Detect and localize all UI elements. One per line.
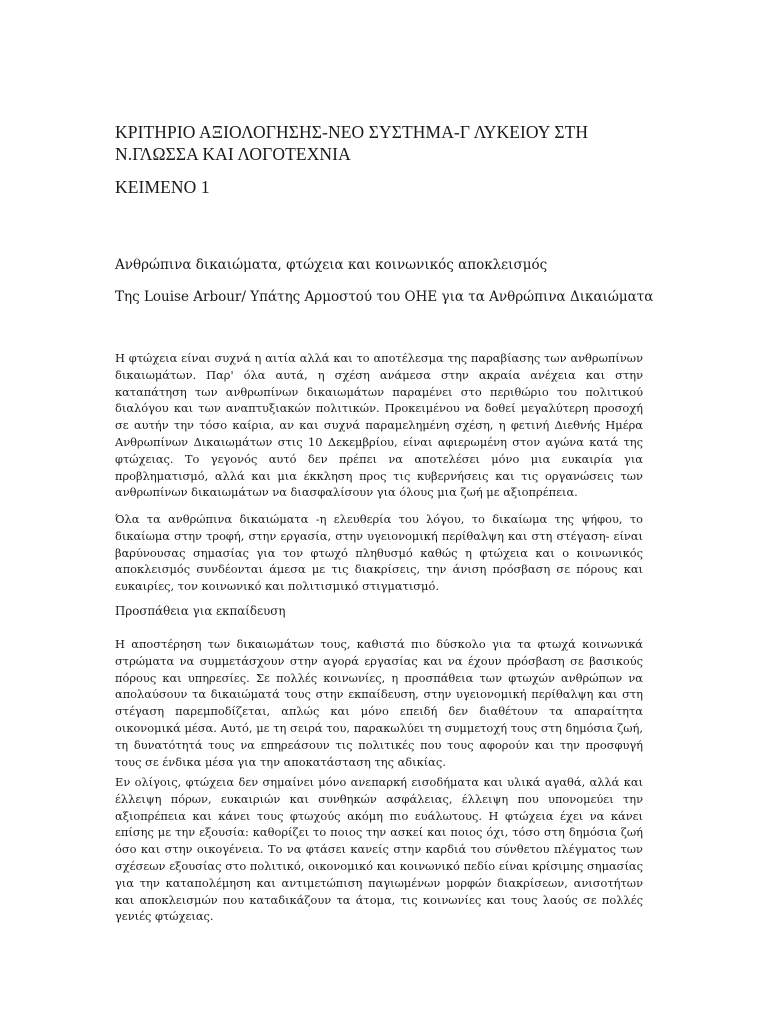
- article-byline: Της Louise Arbour/ Υπάτης Αρμοστού του ΟΗΕ για τα Ανθρώπινα Δικαιώματα: [115, 289, 654, 305]
- article-title: Ανθρώπινα δικαιώματα, φτώχεια και κοινωνικός αποκλεισμός: [115, 257, 548, 273]
- paragraph-3: Η αποστέρηση των δικαιωμάτων τους, καθιστά πιο δύσκολο για τα φτωχά κοινωνικά στρώματα να συμμετάσχουν στην αγορά εργασίας και να έχουν πρόσβαση σε βασικούς πόρους και υπηρεσίες. Σε πολλές κοινωνίες, η προσπάθεια των φτωχών ανθρώπων να απολαύσουν τα δικαιώματά τους στην εκπαίδευση, στην υγειονομική περίθαλψη και στη στέγαση παρεμποδίζεται, απλώς και μόνο επειδή δεν διαθέτουν τα απαραίτητα οικονομικά μέσα. Αυτό, με τη σειρά του, παρακωλύει τη συμμετοχή τους στη δημόσια ζωή, τη δυνατότητά τους να επηρεάσουν τις πολιτικές που τους αφορούν και την προσφυγή τους σε ένδικα μέσα για την αποκατάσταση της αδικίας.: [115, 637, 643, 769]
- paragraph-4: Εν ολίγοις, φτώχεια δεν σημαίνει μόνο ανεπαρκή εισοδήματα και υλικά αγαθά, αλλά και έλλειψη πόρων, ευκαιριών και συνθηκών ασφάλειας, έλλειψη που υπονομεύει την αξιοπρέπεια και κάνει τους φτωχούς ακόμη πιο ευάλωτους. Η φτώχεια έχει να κάνει επίσης με την εξουσία: καθορίζει το ποιος την ασκεί και ποιος όχι, τόσο στη δημόσια ζωή όσο και στην οικογένεια. Το να φτάσει κανείς στην καρδιά του σύνθετου πλέγματος των σχέσεων εξουσίας στο πολιτικό, οικονομικό και κοινωνικό πεδίο είναι κρίσιμης σημασίας για την καταπολέμηση και αντιμετώπιση παγιωμένων μορφών διακρίσεων, ανισοτήτων και αποκλεισμών που καταδικάζουν τα άτομα, τις κοινωνίες και τους λαούς σε πολλές γενιές φτώχειας.: [115, 775, 643, 924]
- paragraph-2: Όλα τα ανθρώπινα δικαιώματα -η ελευθερία του λόγου, το δικαίωμα της ψήφου, το δικαίωμα στην τροφή, στην εργασία, στην υγειονομική περίθαλψη και στη στέγαση- είναι βαρύνουσας σημασίας για τον φτωχό πληθυσμό καθώς η φτώχεια και ο κοινωνικός αποκλεισμός συνδέονται άμεσα με τις διακρίσεις, την άνιση πρόσβαση σε πόρους και ευκαιρίες, τον κοινωνικό και πολιτισμικό στιγματισμό.: [115, 512, 643, 594]
- paragraph-1: Η φτώχεια είναι συχνά η αιτία αλλά και το αποτέλεσμα της παραβίασης των ανθρωπίνων δικαιωμάτων. Παρ' όλα αυτά, η σχέση ανάμεσα στην ακραία ανέχεια και στην καταπάτηση των ανθρωπίνων δικαιωμάτων παραμένει στο περιθώριο του πολιτικού διαλόγου και των αναπτυξιακών πολιτικών. Προκειμένου να δοθεί μεγαλύτερη προσοχή σε αυτήν την τόσο καίρια, αν και συχνά παραμελημένη σχέση, η φετινή Διεθνής Ημέρα Ανθρωπίνων Δικαιωμάτων στις 10 Δεκεμβρίου, είναι αφιερωμένη στον αγώνα κατά της φτώχειας. Το γεγονός αυτό δεν πρέπει να αποτελέσει μόνο μια ευκαιρία για προβληματισμό, αλλά και μια έκκληση προς τις κυβερνήσεις και τις οργανώσεις των ανθρωπίνων δικαιωμάτων να διασφαλίσουν για όλους μια ζωή με αξιοπρέπεια.: [115, 351, 643, 500]
- section-heading: Προσπάθεια για εκπαίδευση: [115, 604, 286, 618]
- document-title: ΚΡΙΤΗΡΙΟ ΑΞΙΟΛΟΓΗΣΗΣ-ΝΕΟ ΣΥΣΤΗΜΑ-Γ ΛΥΚΕΙΟΥ ΣΤΗ Ν.ΓΛΩΣΣΑ ΚΑΙ ΛΟΓΟΤΕΧΝΙΑ: [115, 122, 589, 164]
- text-label: ΚΕΙΜΕΝΟ 1: [115, 177, 210, 197]
